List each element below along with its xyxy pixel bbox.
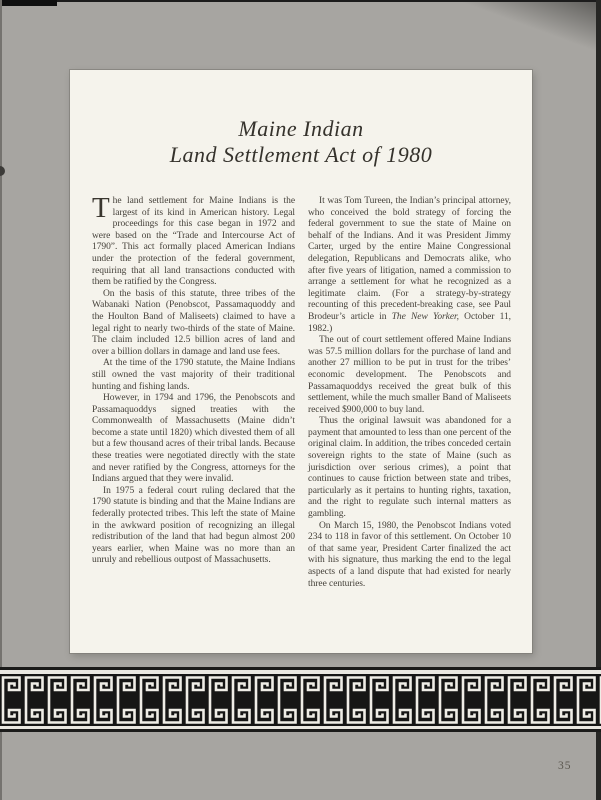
page-number: 35 [558, 760, 572, 772]
left-column [92, 192, 295, 590]
right-column [308, 196, 511, 590]
paragraph: At the time of the 1790 statute, the Maine Indians still owned the vast majority of their traditional hunting and fishing lands. [92, 358, 295, 392]
border-bottom-rule [0, 729, 601, 732]
paragraph [308, 196, 511, 335]
drop-cap: T [92, 192, 110, 224]
publication-name: The New Yorker, [391, 311, 459, 322]
paragraph-text: he land settlement for Maine Indians is the largest of its kind in American history. Legal proceedings for this case began in 1972 and were based on the “Trade and Intercourse Act of 1790”. This act formally placed American Indians under the protection of the federal government, requiring that all land transactions conducted with them be ratified by the Congress. [92, 196, 295, 288]
greek-key-pattern [0, 674, 601, 726]
article-body [70, 192, 532, 590]
paragraph: In 1975 a federal court ruling declared that the 1790 statute is binding and that the Maine Indians are federally protected tribes. This left the state of Maine in the awkward position of recognizing an illegal redistribution of the land that had begun almost 200 years earlier, when Maine was no more than an unruly and rebellious outpost of Massachusetts. [92, 485, 295, 566]
photo-corner-shadow [446, 2, 596, 57]
photo-left-smudge [0, 166, 5, 176]
article-title-line2: Land Settlement Act of 1980 [169, 142, 433, 167]
photo-top-left-mark [0, 0, 57, 6]
article-title [70, 116, 532, 168]
paragraph: On March 15, 1980, the Penobscot Indians voted 234 to 118 in favor of this settlement. On October 10 of that same year, President Carter finalized the act with his signature, thus marking the end to the legal aspects of a land dispute that had existed for nearly three centuries. [308, 520, 511, 589]
paragraph: Thus the original lawsuit was abandoned for a payment that amounted to less than one percent of the original claim. In addition, the tribes conceded certain sovereign rights to the state of Maine (such as jurisdiction over serious crimes), a point that continues to cause friction between state and tribes, particularly as it pertains to hunting rights, taxation, and the right to regulate such internal matters as gambling. [308, 416, 511, 520]
paragraph-text: October 11, 1982.) [308, 311, 512, 334]
magazine-page [70, 70, 532, 653]
paragraph: However, in 1794 and 1796, the Penobscots and Passamaquoddys signed treaties with the Commonwealth of Massachusetts (Maine didn’t become a state until 1820) which divested them of all but a few thousand acres of their tribal lands. Because these treaties were negotiated directly with the state and never ratified by the Congress, attorneys for the Indians argued that they were invalid. [92, 393, 295, 485]
greek-key-border [0, 667, 601, 732]
paragraph-text: It was Tom Tureen, the Indian’s principal attorney, who conceived the bold strategy of forcing the federal government to sue the state of Maine on behalf of the Indians. And it was President Jimmy Carter, urged by the entire Maine Congressional delegation, Republicans and Democrats alike, who after five years of litigation, named a commission to arrange a settlement for what he recognized as a legitimate claim. (For a strategy-by-strategy recounting of this precedent-breaking case, see Paul Brodeur’s article in [308, 196, 511, 322]
paragraph [92, 192, 295, 289]
paragraph: The out of court settlement offered Maine Indians was 57.5 million dollars for the purchase of land and another 27 million to be put in trust for the tribes’ economic development. The Penobscots and Passamaquoddys received the great bulk of this settlement, while the much smaller Band of Maliseets received $900,000 to buy land. [308, 335, 511, 415]
paragraph: On the basis of this statute, three tribes of the Wabanaki Nation (Penobscot, Passamaquoddy and the Houlton Band of Maliseets) claimed to have a legal right to nearly two-thirds of the state of Maine. The claim included 12.5 billion acres of land and over a billion dollars in damage and land use fees. [92, 288, 295, 357]
article-title-line1: Maine Indian [238, 116, 364, 141]
